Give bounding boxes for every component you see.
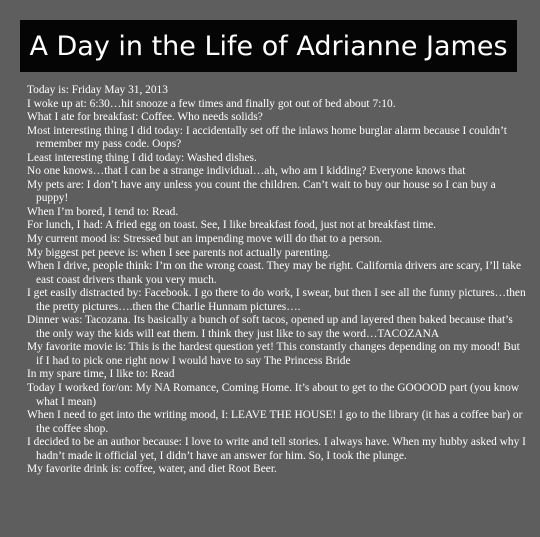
page-title: A Day in the Life of Adrianne James: [29, 30, 508, 62]
text-line: Least interesting thing I did today: Washed dishes.: [27, 151, 257, 164]
text-line: My favorite movie is: This is the hardest question yet! This constantly changes depending on my mood! But if I had to pick one right now I would have to say The Princess Bride: [27, 341, 520, 367]
text-line: When I need to get into the writing mood, I: LEAVE THE HOUSE! I go to the library (it has a coffee bar) or the coffee shop.: [27, 409, 523, 435]
text-line: Today I worked for/on: My NA Romance, Coming Home. It’s about to get to the GOOOOD part (you know what I mean): [27, 382, 520, 408]
text-line: Dinner was: Tacozana. Its basically a bunch of soft tacos, opened up and layered then baked because that’s the only way the kids will eat them. I think they just like to say the word…TACOZANA: [27, 314, 513, 340]
text-line: My pets are: I don’t have any unless you count the children. Can’t wait to buy our house so I can buy a puppy!: [27, 178, 496, 205]
text-line: When I drive, people think: I’m on the wrong coast. They may be right. California drivers are scary, I’ll take east coast drivers thank you very much.: [27, 260, 522, 286]
text-line: Today is: Friday May 31, 2013: [27, 84, 168, 96]
text-line: In my spare time, I like to: Read: [27, 368, 175, 381]
text-line: My current mood is: Stressed but an impending move will do that to a person.: [27, 233, 383, 246]
text-line: My favorite drink is: coffee, water, and diet Root Beer.: [27, 463, 277, 476]
text-line: I decided to be an author because: I love to write and tell stories. I always have. When my hubby asked why I hadn’t made it official yet, I didn’t have an answer for him. So, I took the plunge.: [27, 436, 526, 462]
text-line: For lunch, I had: A fried egg on toast. See, I like breakfast food, just not at breakfast time.: [27, 219, 437, 232]
text-line: Most interesting thing I did today: I accidentally set off the inlaws home burglar alarm because I couldn’t remember my pass code. Oops?: [27, 124, 507, 151]
title-banner: [20, 20, 517, 72]
text-line: What I ate for breakfast: Coffee. Who needs solids?: [27, 111, 263, 124]
text-line: No one knows…that I can be a strange individual…ah, who am I kidding? Everyone knows that: [27, 165, 466, 178]
text-line: When I’m bored, I tend to: Read.: [27, 205, 179, 218]
text-line: My biggest pet peeve is: when I see parents not actually parenting.: [27, 246, 331, 259]
text-line: I woke up at: 6:30…hit snooze a few times and finally got out of bed about 7:10.: [27, 97, 396, 110]
text-line: I get easily distracted by: Facebook. I go there to do work, I swear, but then I see all the funny pictures…then the pretty pictures….then the Charlie Hunnam pictures….: [27, 287, 526, 313]
questionnaire-text: [27, 84, 527, 477]
